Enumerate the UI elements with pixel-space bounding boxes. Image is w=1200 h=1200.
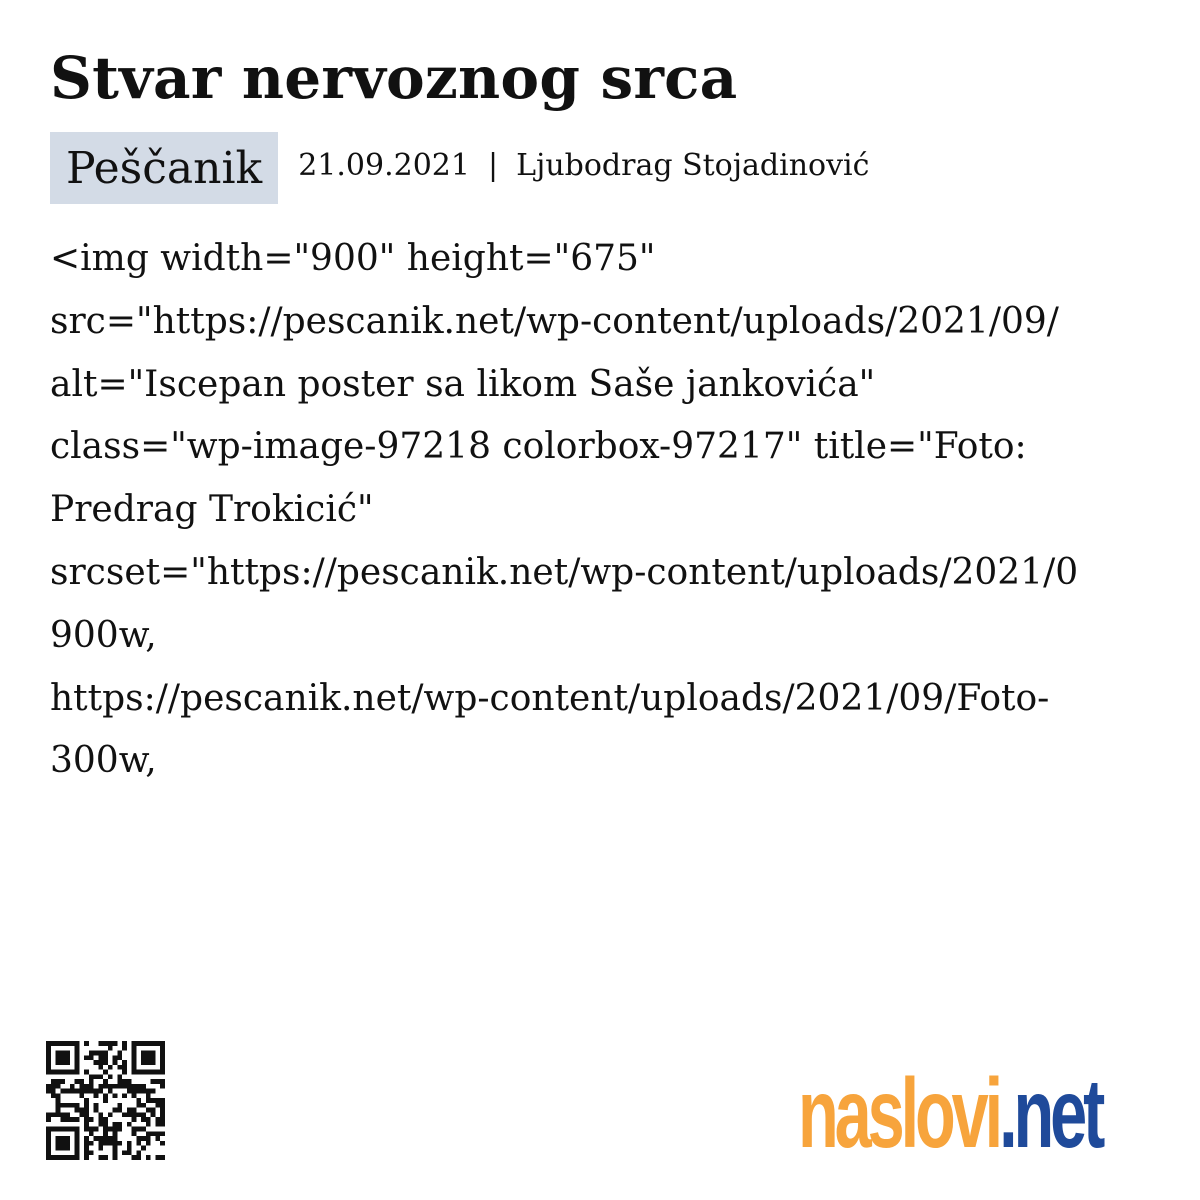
naslovi-logo[interactable] — [798, 1062, 1168, 1166]
article-body — [50, 228, 1200, 793]
logo-part-net: .net — [999, 1062, 1102, 1166]
meta-text — [298, 148, 869, 183]
meta-separator: | — [487, 147, 499, 183]
logo-wordmark — [798, 1062, 1102, 1166]
body-line-5: Predrag Trokicić" — [50, 489, 374, 531]
article-author[interactable]: Ljubodrag Stojadinović — [516, 147, 870, 183]
body-line-6: srcset="https://pescanik.net/wp-content/uploads/2021/0 — [50, 551, 1079, 593]
body-line-9: 300w, — [50, 740, 157, 782]
article-meta — [50, 132, 869, 204]
body-line-8: https://pescanik.net/wp-content/uploads/2021/09/Foto- — [50, 677, 1050, 719]
body-line-3: alt="Iscepan poster sa likom Saše jankovića" — [50, 363, 876, 405]
source-badge[interactable]: Peščanik — [50, 132, 278, 204]
body-line-2: src="https://pescanik.net/wp-content/uploads/2021/09/ — [50, 300, 1059, 342]
qr-code-icon[interactable] — [46, 1038, 165, 1163]
body-line-7: 900w, — [50, 614, 157, 656]
body-line-4: class="wp-image-97218 colorbox-97217" title="Foto: — [50, 426, 1027, 468]
article-title: Stvar nervoznog srca — [50, 44, 738, 112]
article-date: 21.09.2021 — [298, 147, 470, 183]
logo-part-naslovi: naslovi — [798, 1062, 1000, 1166]
body-line-1: <img width="900" height="675" — [50, 238, 656, 279]
